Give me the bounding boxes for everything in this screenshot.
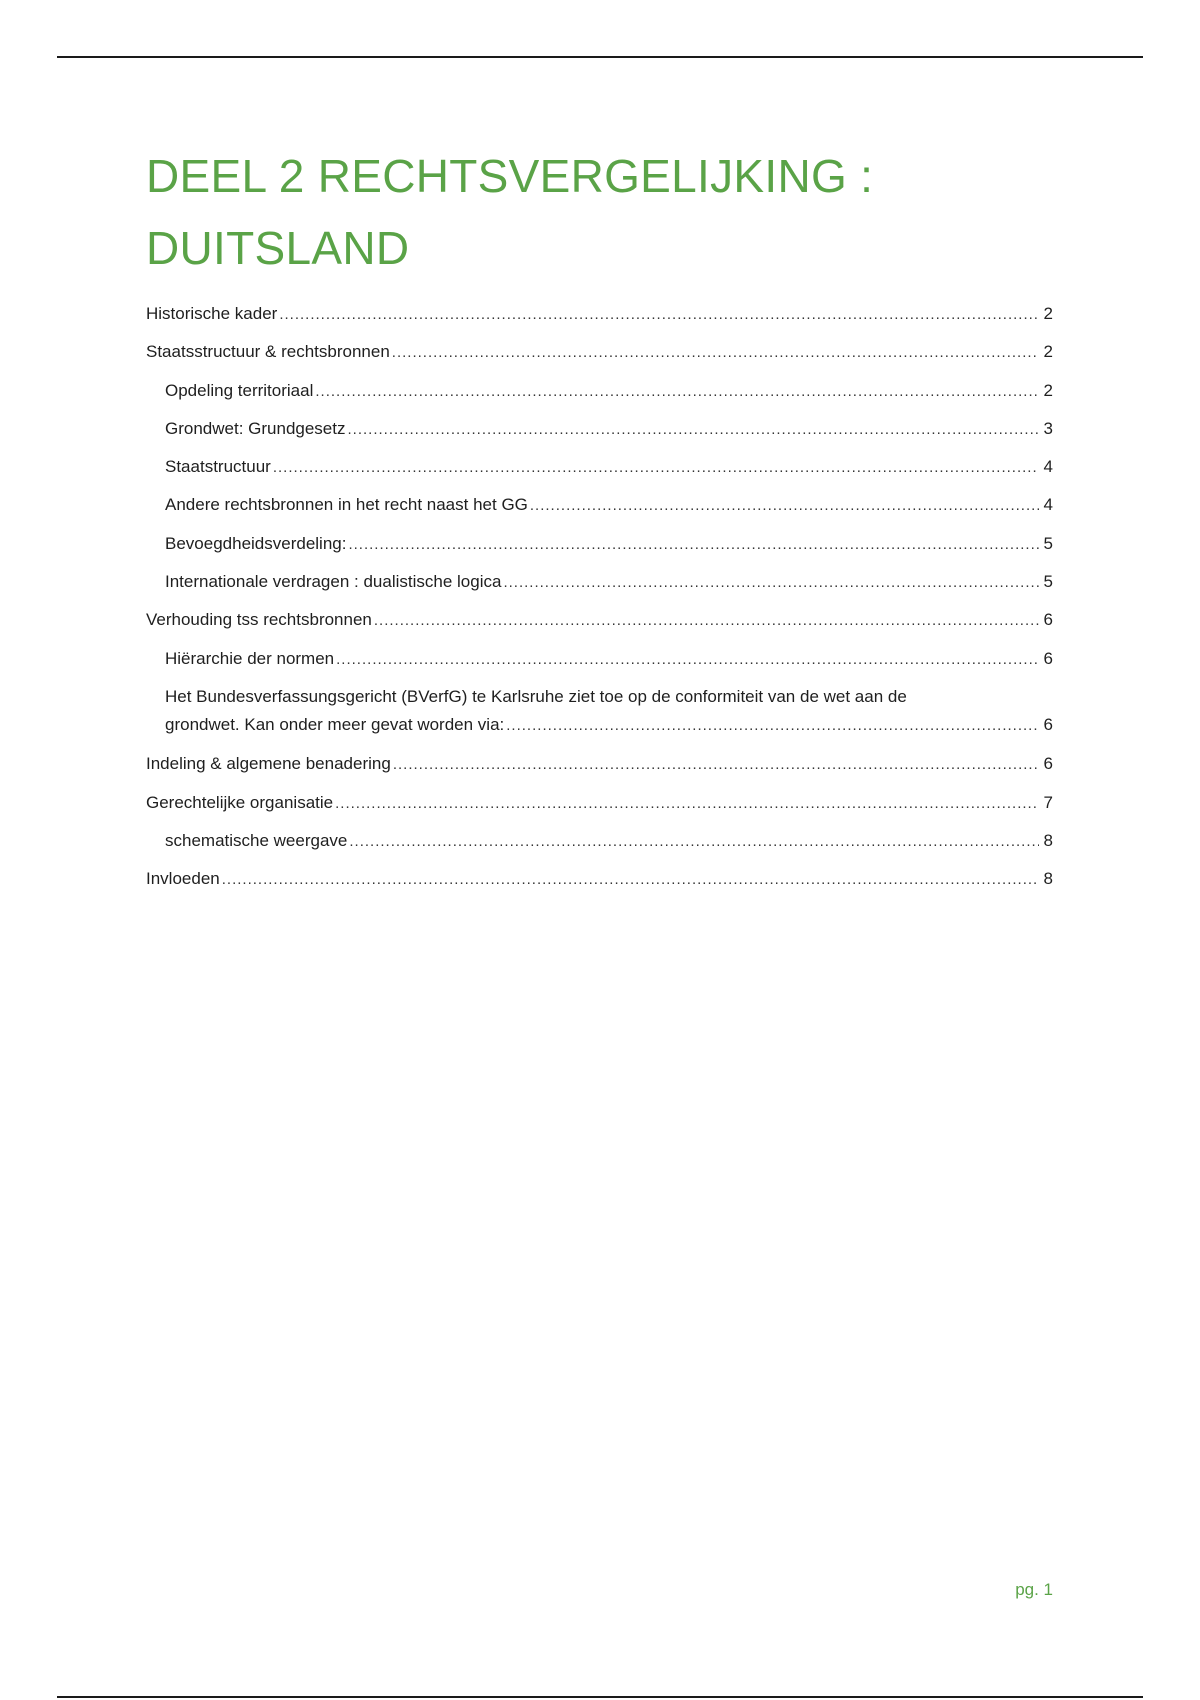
toc-entry-schematische-weergave[interactable]: [146, 827, 1053, 855]
toc-entry-text: Gerechtelijke organisatie: [146, 792, 334, 812]
page-number: pg. 1: [1015, 1580, 1053, 1599]
toc-entry-text: Historische kader: [146, 304, 278, 323]
toc-entry-page: 8: [1043, 869, 1053, 889]
toc-leader-dots: [347, 416, 1039, 444]
toc-entry-page: 6: [1043, 754, 1053, 774]
toc-leader-dots: [506, 712, 1039, 740]
toc-entry-bundesverfassungsgericht[interactable]: [146, 683, 1053, 740]
toc-entry-grondwet[interactable]: [146, 415, 1053, 443]
title-line-1: DEEL 2 RECHTSVERGELIJKING :: [146, 150, 874, 202]
toc-leader-dots: [315, 378, 1039, 406]
toc-entry-staatstructuur[interactable]: [146, 453, 1053, 481]
toc-entry-text: schematische weergave: [165, 830, 348, 850]
toc-entry-page: 3: [1043, 418, 1053, 438]
toc-entry-text: Invloeden: [146, 869, 220, 889]
toc-entry-verhouding[interactable]: [146, 606, 1053, 634]
toc-entry-bevoegdheidsverdeling[interactable]: [146, 530, 1053, 558]
document-title: [146, 140, 1046, 284]
toc-entry-staatsstructuur[interactable]: [146, 338, 1053, 366]
toc-entry-text: Staatstructuur: [165, 457, 271, 477]
toc-entry-opdeling-territoriaal[interactable]: [146, 377, 1053, 405]
toc-leader-dots: [393, 751, 1039, 779]
toc-entry-page: 5: [1043, 572, 1053, 592]
toc-leader-dots: [349, 828, 1039, 856]
footer-rule: [57, 1696, 1143, 1698]
toc-entry-text: Indeling & algemene benadering: [146, 754, 391, 774]
toc-entry-text-line-1: Het Bundesverfassungsgericht (BVerfG) te Karlsruhe ziet toe op de conformiteit van de wet aan de: [165, 686, 907, 706]
toc-entry-page: 2: [1043, 304, 1053, 323]
toc-entry-text: Grondwet: Grundgesetz: [165, 418, 346, 438]
toc-entry-page: 4: [1043, 457, 1053, 477]
title-line-2: DUITSLAND: [146, 222, 410, 274]
toc-entry-page: 8: [1043, 830, 1053, 850]
toc-entry-page: 6: [1043, 610, 1053, 630]
toc-entry-historische-kader[interactable]: [146, 300, 1053, 328]
toc-entry-invloeden[interactable]: [146, 865, 1053, 893]
toc-leader-dots: [335, 790, 1039, 818]
toc-entry-page: 5: [1043, 533, 1053, 553]
toc-leader-dots: [348, 531, 1039, 559]
toc-entry-page: 2: [1043, 380, 1053, 400]
header-rule: [57, 56, 1143, 58]
toc-leader-dots: [273, 454, 1039, 482]
toc-entry-hierarchie[interactable]: [146, 645, 1053, 673]
toc-entry-text: Andere rechtsbronnen in het recht naast het GG: [165, 495, 528, 515]
toc-leader-dots: [374, 607, 1039, 635]
toc-leader-dots: [222, 866, 1039, 894]
toc-entry-text: Opdeling territoriaal: [165, 380, 314, 400]
toc-leader-dots: [530, 492, 1039, 520]
toc-entry-internationale-verdragen[interactable]: [146, 568, 1053, 596]
toc-leader-dots: [336, 646, 1039, 674]
toc-leader-dots: [279, 301, 1039, 329]
toc-entry-page: 4: [1043, 495, 1053, 515]
toc-entry-text-line-2: grondwet. Kan onder meer gevat worden via:: [165, 714, 505, 734]
toc-leader-dots: [392, 339, 1039, 367]
toc-entry-page: 6: [1043, 714, 1053, 734]
toc-entry-text: Hiërarchie der normen: [165, 648, 335, 668]
toc-leader-dots: [503, 569, 1039, 597]
table-of-contents: [146, 300, 1053, 903]
toc-entry-andere-rechtsbronnen[interactable]: [146, 491, 1053, 519]
toc-entry-page: 2: [1043, 342, 1053, 362]
toc-entry-gerechtelijke-organisatie[interactable]: [146, 789, 1053, 817]
toc-entry-page: 7: [1043, 792, 1053, 812]
toc-entry-page: 6: [1043, 648, 1053, 668]
toc-entry-text: Staatsstructuur & rechtsbronnen: [146, 342, 390, 362]
toc-entry-indeling[interactable]: [146, 750, 1053, 778]
toc-entry-text: Internationale verdragen : dualistische logica: [165, 572, 502, 592]
toc-entry-text: Bevoegdheidsverdeling:: [165, 533, 347, 553]
toc-entry-text: Verhouding tss rechtsbronnen: [146, 610, 372, 630]
